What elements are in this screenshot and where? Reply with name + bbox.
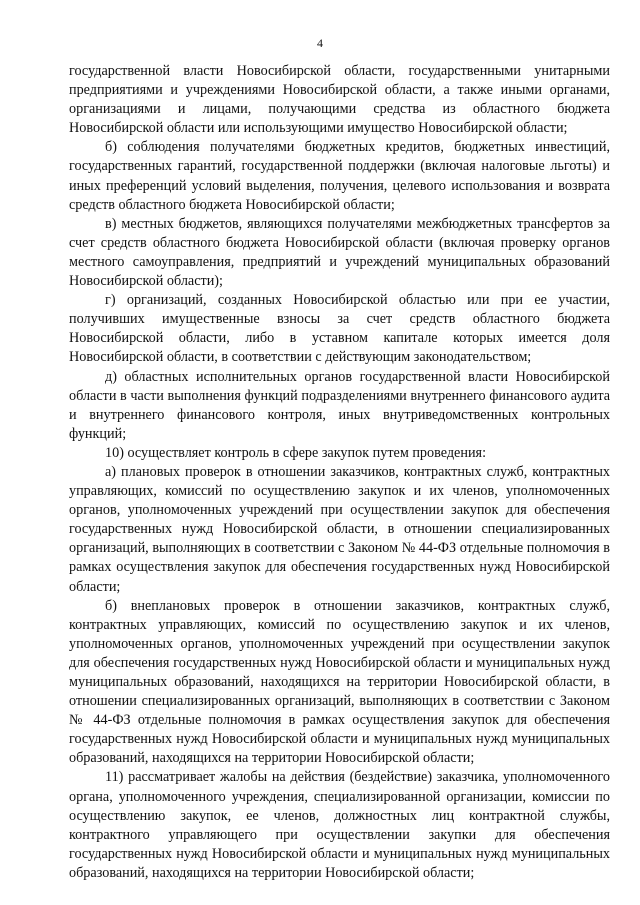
- paragraph-continuation: государственной власти Новосибирской области, государственными унитарными предприятиями и учреждениями Новосибирской области, а также иными органами, организациями и лицами, получающими средства из областного бюджета Новосибирской области или использующими имущество Новосибирской области;: [69, 63, 610, 137]
- paragraph-item-10b: б) внеплановых проверок в отношении заказчиков, контрактных служб, контрактных управляющих, комиссий по осуществлению закупок и их членов, уполномоченных органов, уполномоченных учреждений при осуществлении закупок для обеспечения государственных нужд Новосибирской области и муниципальных нужд муниципальных образований, находящихся на территории Новосибирской области, в отношении специализированных организаций, выполняющих в соответствии с Законом № 44-ФЗ отдельные полномочия в рамках осуществления закупок для обеспечения государственных нужд Новосибирской области и муниципальных нужд муниципальных образований, находящихся на территории Новосибирской области;: [69, 597, 610, 767]
- paragraph-item-b: б) соблюдения получателями бюджетных кредитов, бюджетных инвестиций, государственных гарантий, государственной поддержки (включая налоговые льготы) и иных преференций условий выделения, получения, целевого использования и возврата средств областного бюджета Новосибирской области;: [69, 139, 610, 213]
- paragraph-item-v: в) местных бюджетов, являющихся получателями межбюджетных трансфертов за счет средств областного бюджета Новосибирской области (включая проверку органов местного самоуправления, предприятий и учреждений муниципальных образований Новосибирской области);: [69, 215, 610, 290]
- document-body: [69, 62, 610, 883]
- paragraph-item-d: д) областных исполнительных органов государственной власти Новосибирской области в части выполнения функций подразделениями внутреннего финансового аудита и внутреннего финансового контроля, иных внутриведомственных контрольных функций;: [69, 368, 610, 442]
- paragraph-item-10a: а) плановых проверок в отношении заказчиков, контрактных служб, контрактных управляющих, комиссий по осуществлению закупок и их членов, уполномоченных органов, уполномоченных учреждений при осуществлении закупок для обеспечения государственных нужд Новосибирской области, в отношении специализированных организаций, выполняющих в соответствии с Законом № 44-ФЗ отдельные полномочия в рамках осуществления закупок для обеспечения государственных нужд Новосибирской области;: [69, 463, 610, 595]
- paragraph-item-11: 11) рассматривает жалобы на действия (бездействие) заказчика, уполномоченного органа, уполномоченного учреждения, специализированной организации, комиссии по осуществлению закупок, ее членов, должностных лиц контрактной службы, контрактного управляющего при осуществлении закупки для обеспечения государственных нужд Новосибирской области и муниципальных нужд муниципальных образований, находящихся на территории Новосибирской области;: [69, 769, 610, 881]
- paragraph-item-g: г) организаций, созданных Новосибирской областью или при ее участии, получивших имущественные взносы за счет средств областного бюджета Новосибирской области, либо в уставном капитале которых имеется доля Новосибирской области, в соответствии с действующим законодательством;: [69, 292, 610, 366]
- paragraph-item-10: 10) осуществляет контроль в сфере закупок путем проведения:: [105, 444, 487, 461]
- page-number: 4: [317, 36, 323, 50]
